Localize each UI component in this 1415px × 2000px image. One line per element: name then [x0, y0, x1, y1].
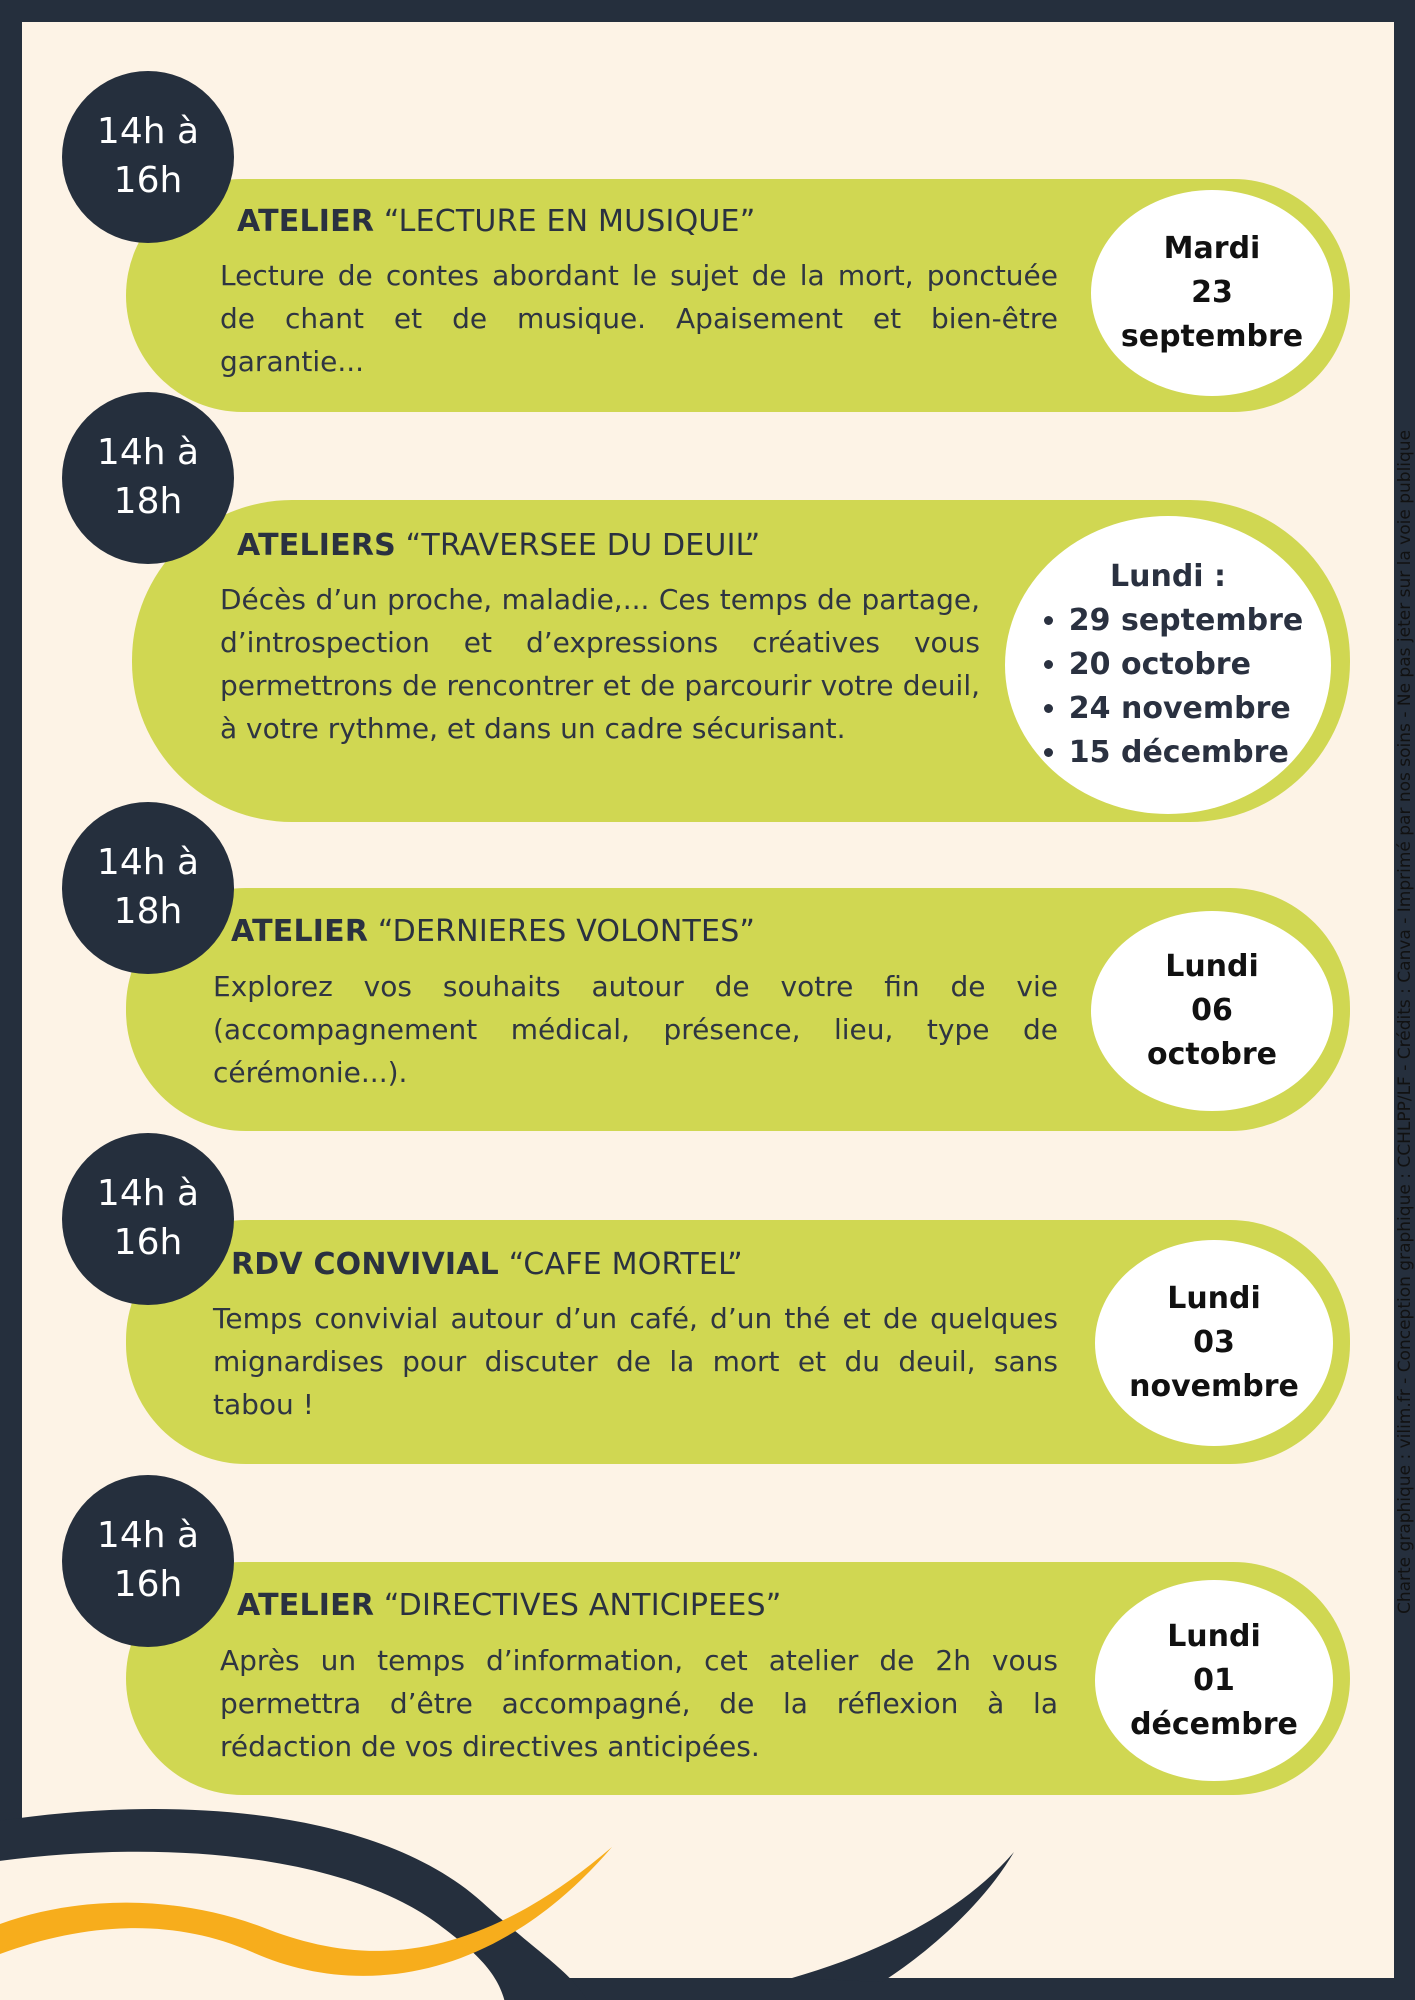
date-month: octobre	[1147, 1037, 1277, 1072]
date-month: décembre	[1130, 1706, 1298, 1742]
event-title-type: ATELIER	[231, 914, 369, 949]
event-title-name: “LECTURE EN MUSIQUE”	[374, 204, 756, 239]
date-month: novembre	[1129, 1369, 1299, 1404]
time-end: 16h	[113, 1564, 183, 1605]
event-description: Après un temps d’information, cet atelier de 2h vous permettra d’être accompagné, de la réflexion à la rédaction de vos directives anticipées.	[220, 1644, 1058, 1763]
date-day: 03	[1193, 1325, 1235, 1360]
event-description: Explorez vos souhaits autour de votre fin de vie (accompagnement médical, présence, lieu, type de cérémonie...).	[213, 970, 1058, 1089]
time-start: 14h à	[96, 111, 200, 153]
event-title-name: “CAFE MORTEL”	[499, 1247, 743, 1282]
event-description: Temps convivial autour d’un café, d’un thé et de quelques mignardises pour discuter de la mort et du deuil, sans tabou !	[213, 1302, 1058, 1421]
time-end: 16h	[113, 1222, 183, 1263]
event-title-type: RDV CONVIVIAL	[231, 1247, 499, 1282]
event-title-type: ATELIERS	[237, 528, 396, 563]
date-day: 01	[1193, 1662, 1235, 1698]
date-weekday: Mardi	[1163, 231, 1261, 266]
event-title-type: ATELIER	[237, 1588, 375, 1623]
time-end: 18h	[113, 891, 183, 932]
event-title-name: “DIRECTIVES ANTICIPEES”	[374, 1588, 782, 1623]
event-description: Décès d’un proche, maladie,... Ces temps de partage, d’introspection et d’expressions créatives vous permettrons de rencontrer et de parcourir votre deuil, à votre rythme, et dans un cadre sécurisant.	[220, 583, 980, 745]
time-start: 14h à	[96, 1515, 200, 1557]
dark-wave-right	[792, 1852, 1014, 1982]
date-item: • 24 novembre	[1069, 687, 1303, 731]
event-title-name: “TRAVERSEE DU DEUIL”	[395, 528, 761, 563]
date-day: 23	[1191, 275, 1233, 310]
date-month: septembre	[1120, 319, 1304, 354]
date-weekday: Lundi	[1165, 949, 1259, 984]
time-start: 14h à	[96, 842, 200, 884]
date-weekday: Lundi	[1167, 1281, 1261, 1316]
date-item: • 15 décembre	[1069, 731, 1303, 775]
event-title-type: ATELIER	[237, 204, 375, 239]
date-weekday: Lundi	[1167, 1618, 1261, 1654]
time-start: 14h à	[96, 432, 200, 474]
event-title-name: “DERNIERES VOLONTES”	[368, 914, 756, 949]
time-start: 14h à	[96, 1173, 200, 1215]
time-end: 16h	[113, 160, 183, 201]
date-item: • 29 septembre	[1069, 599, 1303, 643]
credits-text: Charte graphique : vilim.fr - Conception graphique : CCHLPP/LF - Crédits : Canva - Imprimé par nos soins - Ne pas jeter sur la voie publique	[1395, 429, 1415, 1615]
time-end: 18h	[113, 481, 183, 522]
event-description: Lecture de contes abordant le sujet de la mort, ponctuée de chant et de musique. Apaisement et bien-être garantie...	[220, 259, 1058, 378]
decorative-waves	[22, 22, 1394, 1978]
flyer-page	[22, 22, 1415, 1978]
date-weekday: Lundi :	[1109, 559, 1227, 594]
date-day: 06	[1191, 993, 1233, 1028]
date-item: • 20 octobre	[1069, 643, 1303, 687]
